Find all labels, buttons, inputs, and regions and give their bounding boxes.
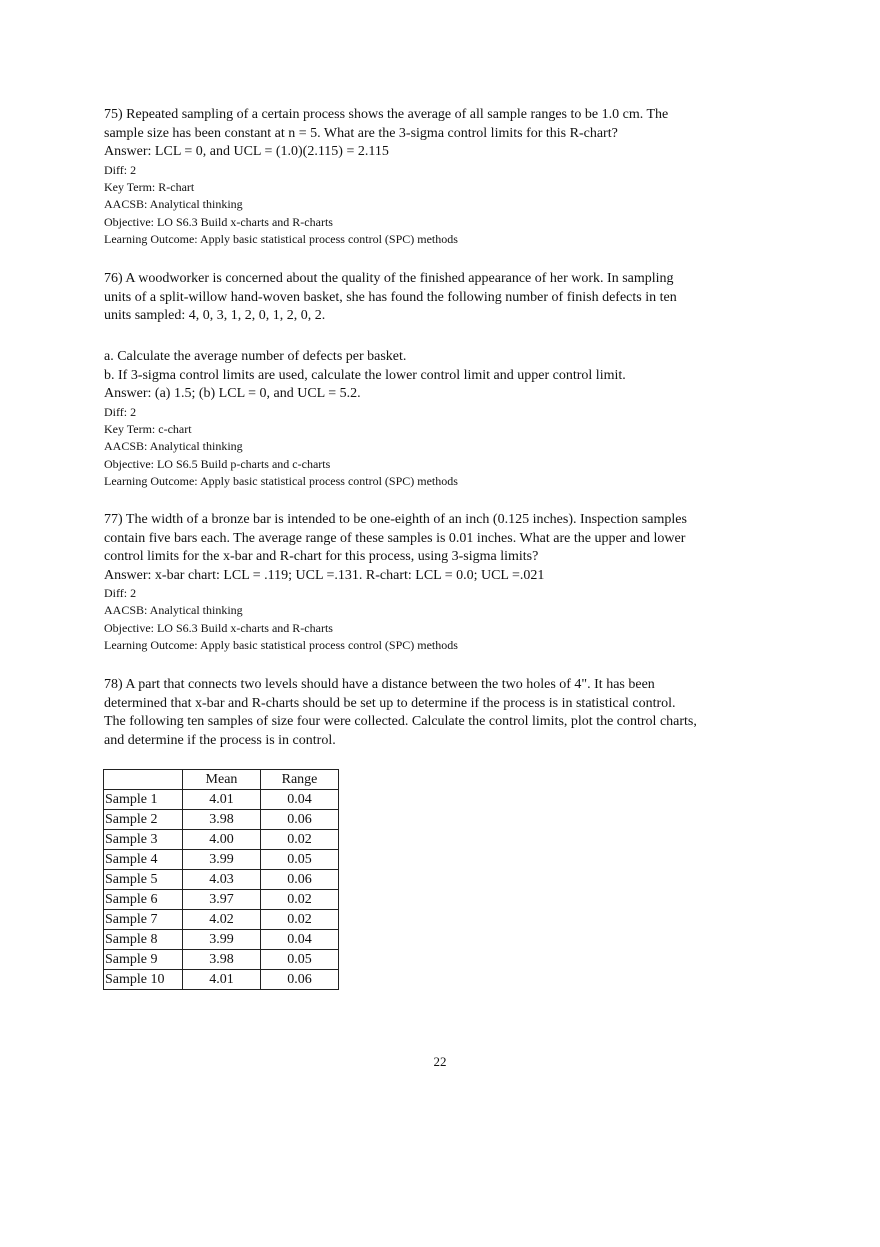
table-cell-mean: 4.03: [183, 870, 261, 890]
table-cell-mean: 3.98: [183, 810, 261, 830]
question-76-parts: [104, 348, 744, 491]
answer-76: Answer: (a) 1.5; (b) LCL = 0, and UCL = 5.2.: [104, 386, 361, 401]
table-row: [104, 810, 339, 830]
question-78-line: and determine if the process is in control.: [104, 732, 336, 748]
table-cell-range: 0.06: [261, 870, 339, 890]
question-76-line: units of a split-willow hand-woven basket, she has found the following number of finish defects in ten: [104, 289, 677, 305]
question-76: [104, 270, 744, 326]
table-row: [104, 950, 339, 970]
table-cell-sample: Sample 7: [104, 910, 183, 930]
table-header-mean: Mean: [183, 770, 261, 790]
table-cell-mean: 4.01: [183, 790, 261, 810]
meta-learning-outcome: Learning Outcome: Apply basic statistical process control (SPC) methods: [104, 474, 458, 489]
table-row: [104, 910, 339, 930]
table-row: [104, 790, 339, 810]
question-77: [104, 511, 744, 655]
table-cell-sample: Sample 2: [104, 810, 183, 830]
table-cell-range: 0.05: [261, 950, 339, 970]
table-cell-range: 0.06: [261, 970, 339, 990]
table-cell-sample: Sample 5: [104, 870, 183, 890]
question-76-line: units sampled: 4, 0, 3, 1, 2, 0, 1, 2, 0, 2.: [104, 308, 326, 323]
table-row: [104, 890, 339, 910]
table-cell-range: 0.02: [261, 890, 339, 910]
table-cell-mean: 4.01: [183, 970, 261, 990]
table-cell-sample: Sample 10: [104, 970, 183, 990]
table-cell-range: 0.05: [261, 850, 339, 870]
table-cell-sample: Sample 1: [104, 790, 183, 810]
table-cell-sample: Sample 6: [104, 890, 183, 910]
meta-diff: Diff: 2: [104, 162, 137, 177]
table-row: [104, 930, 339, 950]
table-cell-mean: 4.02: [183, 910, 261, 930]
table-cell-mean: 4.00: [183, 830, 261, 850]
meta-aacsb: AACSB: Analytical thinking: [104, 603, 243, 618]
table-cell-mean: 3.98: [183, 950, 261, 970]
meta-aacsb: AACSB: Analytical thinking: [104, 439, 243, 454]
meta-diff: Diff: 2: [104, 586, 137, 600]
table-header-cell: [104, 770, 183, 790]
answer-75: Answer: LCL = 0, and UCL = (1.0)(2.115) = 2.115: [104, 144, 389, 159]
table-cell-range: 0.02: [261, 830, 339, 850]
meta-diff: Diff: 2: [104, 404, 137, 419]
table-row: [104, 870, 339, 890]
meta-key-term: Key Term: R-chart: [104, 179, 195, 194]
meta-learning-outcome: Learning Outcome: Apply basic statistical process control (SPC) methods: [104, 232, 458, 247]
meta-learning-outcome: Learning Outcome: Apply basic statistical process control (SPC) methods: [104, 638, 458, 653]
answer-77: Answer: x-bar chart: LCL = .119; UCL =.131. R-chart: LCL = 0.0; UCL =.021: [104, 567, 545, 583]
table-cell-mean: 3.97: [183, 890, 261, 910]
table-cell-sample: Sample 8: [104, 930, 183, 950]
table-cell-range: 0.04: [261, 930, 339, 950]
table-cell-range: 0.04: [261, 790, 339, 810]
question-78-line: 78) A part that connects two levels should have a distance between the two holes of 4". It has been: [104, 677, 655, 692]
table-cell-sample: Sample 4: [104, 850, 183, 870]
question-76-part-a: a. Calculate the average number of defects per basket.: [104, 349, 407, 364]
table-row: [104, 830, 339, 850]
table-header-range: Range: [261, 770, 339, 790]
table-cell-mean: 3.99: [183, 850, 261, 870]
question-77-line: control limits for the x-bar and R-chart for this process, using 3-sigma limits?: [104, 549, 539, 564]
page-number: 22: [433, 1054, 447, 1069]
samples-table: [103, 769, 339, 990]
table-cell-sample: Sample 3: [104, 830, 183, 850]
table-header-row: [104, 770, 339, 790]
question-76-part-b: b. If 3-sigma control limits are used, calculate the lower control limit and upper control limit.: [104, 367, 626, 383]
question-75-line: 75) Repeated sampling of a certain process shows the average of all sample ranges to be 1.0 cm. The: [104, 107, 669, 122]
meta-objective: Objective: LO S6.5 Build p-charts and c-charts: [104, 456, 331, 471]
question-78-line: determined that x-bar and R-charts should be set up to determine if the process is in statistical control.: [104, 695, 676, 711]
question-77-line: contain five bars each. The average range of these samples is 0.01 inches. What are the upper and lower: [104, 530, 686, 546]
meta-objective: Objective: LO S6.3 Build x-charts and R-charts: [104, 214, 333, 229]
table-cell-sample: Sample 9: [104, 950, 183, 970]
meta-objective: Objective: LO S6.3 Build x-charts and R-charts: [104, 620, 333, 635]
table-cell-mean: 3.99: [183, 930, 261, 950]
meta-aacsb: AACSB: Analytical thinking: [104, 197, 243, 212]
table-cell-range: 0.06: [261, 810, 339, 830]
meta-key-term: Key Term: c-chart: [104, 421, 192, 436]
question-77-line: 77) The width of a bronze bar is intended to be one-eighth of an inch (0.125 inches). Inspection samples: [104, 512, 687, 527]
question-75-line: sample size has been constant at n = 5. What are the 3-sigma control limits for this R-chart?: [104, 125, 618, 141]
table-row: [104, 850, 339, 870]
question-78: [104, 676, 744, 750]
question-76-line: 76) A woodworker is concerned about the quality of the finished appearance of her work. In sampling: [104, 271, 674, 286]
table-cell-range: 0.02: [261, 910, 339, 930]
question-78-line: The following ten samples of size four were collected. Calculate the control limits, plot the control charts,: [104, 714, 697, 729]
table-row: [104, 970, 339, 990]
question-75: [104, 106, 744, 249]
